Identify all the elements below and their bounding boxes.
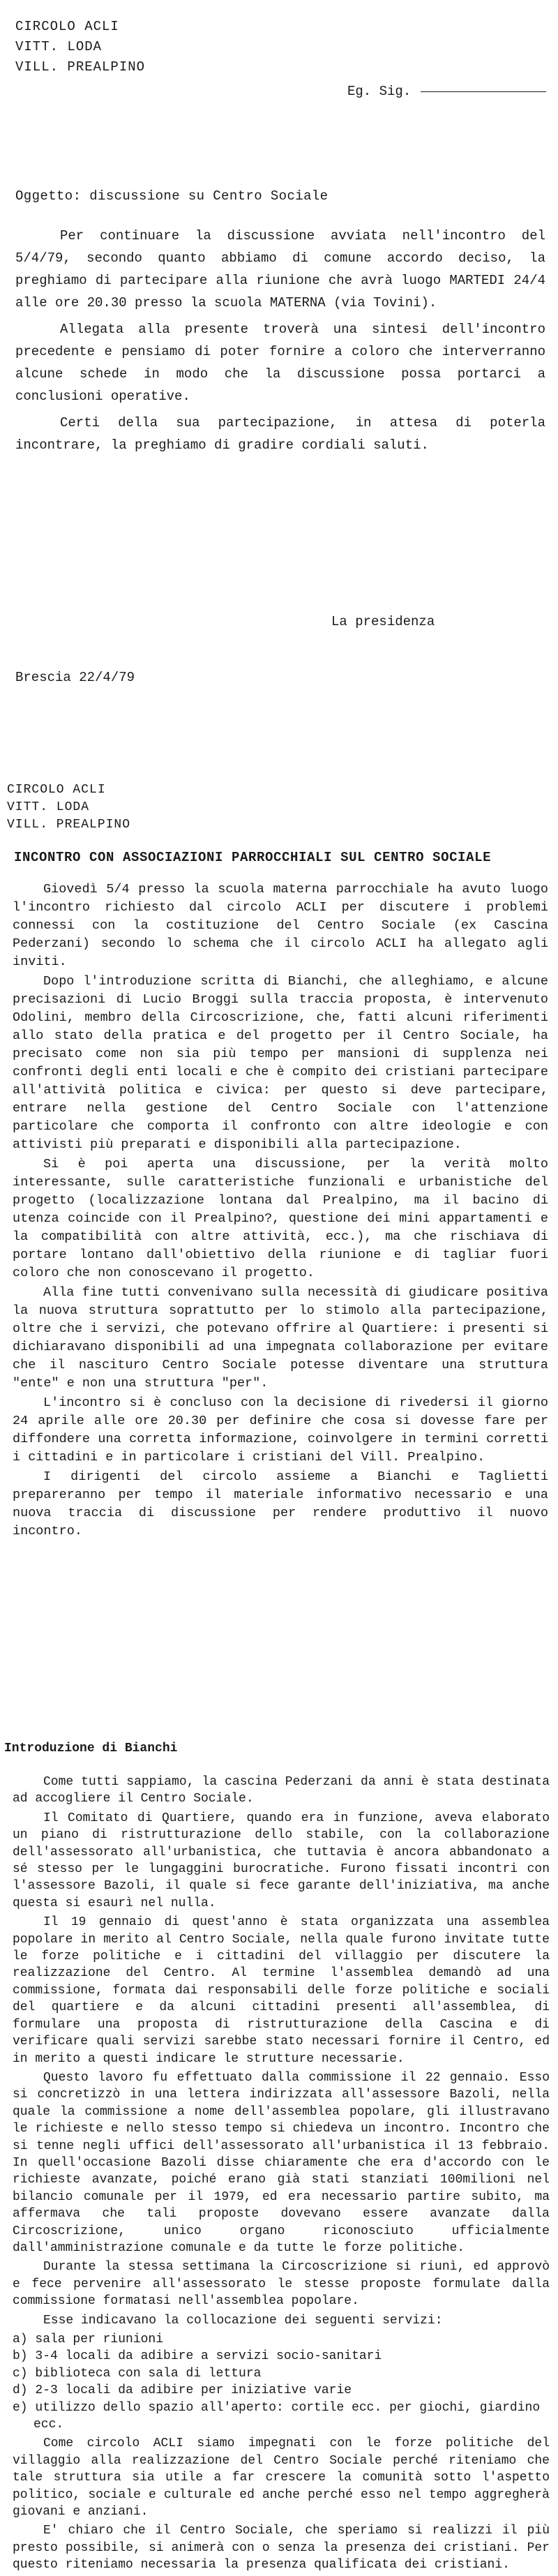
invitation-letter (0, 0, 558, 774)
letterhead (15, 17, 145, 77)
letterhead-line: VITT. LODA (15, 39, 103, 54)
report-title: INCONTRO CON ASSOCIAZIONI PARROCCHIALI SUL CENTRO SOCIALE (14, 850, 492, 865)
letterhead-line: VILL. PREALPINO (7, 818, 131, 832)
intro-paragraph: Durante la stessa settimana la Circoscrizione si riunì, ed approvò e fece pervenire all'assessorato le stesse proposte formulate dalla commissione formatasi nell'assemblea popolare. (13, 2260, 550, 2309)
report-body (13, 881, 548, 1542)
letter-date: Brescia 22/4/79 (15, 670, 135, 685)
letter-signature: La presidenza (331, 614, 435, 629)
letterhead-line: CIRCOLO ACLI (7, 783, 106, 797)
services-list (13, 2331, 550, 2433)
intro-paragraph: Come circolo ACLI siamo impegnati con le forze politiche del villaggio alla realizzazione del Centro Sociale perché riteniamo che tale struttura sia utile a far crescere la comunità sotto l'aspetto politico, sociale e culturale ed anche perché esso nel tempo aggregherà giovani e anziani. (13, 2436, 550, 2519)
intro-title: Introduzione di Bianchi (4, 1742, 178, 1755)
letter-paragraph: Per continuare la discussione avviata nell'incontro del 5/4/79, secondo quanto abbiamo di comune accordo deciso, la preghiamo di partecipare alla riunione che avrà luogo MARTEDI 24/4 alle ore 20.30 presso la scuola MATERNA (via Tovini). (15, 228, 545, 310)
report-paragraph: Giovedì 5/4 presso la scuola materna parrocchiale ha avuto luogo l'incontro richiesto dal circolo ACLI per discutere i problemi connessi con la costituzione del Centro Sociale (ex Cascina Pederzani) secondo lo schema che il circolo ACLI ha allegato agli inviti. (13, 882, 548, 969)
intro-body (13, 1774, 550, 2576)
intro-paragraph: Esse indicavano la collocazione dei seguenti servizi: (43, 2313, 443, 2328)
letter-paragraph: Allegata alla presente troverà una sintesi dell'incontro precedente e pensiamo di poter fornire a coloro che interverranno alcune schede in modo che la discussione possa portarci a conclusioni operative. (15, 322, 545, 404)
report-paragraph: Si è poi aperta una discussione, per la verità molto interessante, sulle caratteristiche funzionali e urbanistiche del progetto (localizzazione lontana dal Prealpino, ma il bacino di utenza coincide con il Prealpino?, questione dei mini appartamenti e la compatibilità con altre attività, ecc.), ma che rischiava di portare lontano dall'obiettivo della riunione e di tagliar fuori coloro che non conoscevano il progetto. (13, 1157, 548, 1280)
intro-paragraph: Il Comitato di Quartiere, quando era in funzione, aveva elaborato un piano di ristrutturazione dello stabile, con la collaborazione dell'assessorato all'urbanistica, che tuttavia è ancora abbandonato a sé stesso per le lungaggini burocratiche. Furono fissati incontri con l'assessore Bazoli, il quale si fece garante dell'iniziativa, ma anche questa si esaurì nel nulla. (13, 1811, 550, 1910)
recipient-field (347, 84, 546, 99)
letterhead (7, 781, 130, 834)
intro-paragraph: Questo lavoro fu effettuato dalla commissione il 22 gennaio. Esso si concretizzò in una lettera indirizzata all'assessore Bazoli, nella quale la commissione a nome dell'assemblea popolare, gli illustravano le richieste e nello stesso tempo si chiedeva un incontro. Incontro che si tenne negli uffici dell'assessorato all'urbanistica il 13 febbraio. In quell'occasione Bazoli disse chiaramente che era d'accordo con le richieste avanzate, poiché erano già stati stanziati 100milioni nel bilancio comunale per il 1979, ed era necessario partire subito, ma affermava che tali proposte dovevano essere avanzate dalla Circoscrizione, unico organo riconosciuto ufficialmente dall'amministrazione comunale e da tutte le forze politiche. (13, 2070, 550, 2255)
list-item: d) 2-3 locali da adibire per iniziative varie (13, 2383, 352, 2398)
intro-paragraph: Come tutti sappiamo, la cascina Pederzani da anni è stata destinata ad accogliere il Centro Sociale. (13, 1775, 550, 1806)
letterhead-line: CIRCOLO ACLI (15, 19, 119, 34)
letter-subject: Oggetto: discussione su Centro Sociale (15, 188, 329, 204)
list-item: a) sala per riunioni (13, 2332, 164, 2346)
intro-paragraph: Il 19 gennaio di quest'anno è stata organizzata una assemblea popolare in merito al Centro Sociale, nella quale furono invitate tutte le forze politiche e i cittadini del villaggio per discutere la realizzazione del Centro. Al termine l'assemblea demandò ad una commissione, formata dai responsabili delle forze politiche e sociali del quartiere e da alcuni cittadini presenti all'assemblea, di formulare una proposta di ristrutturazione della Cascina e di verificare quali servizi sarebbe stato necessari fornire il Centro, ed in merito a questi indicare le strutture necessarie. (13, 1915, 550, 2066)
recipient-label: Eg. Sig. (347, 84, 412, 99)
list-item: b) 3-4 locali da adibire a servizi socio-sanitari (13, 2349, 382, 2364)
list-item: e) utilizzo dello spazio all'aperto: cortile ecc. per giochi, giardino ecc. (13, 2400, 541, 2432)
report-paragraph: L'incontro si è concluso con la decisione di rivedersi il giorno 24 aprile alle ore 20.30 per definire che cosa si dovesse fare per diffondere una corretta informazione, coinvolgere in termini corretti i cittadini e in particolare i cristiani del Vill. Prealpino. (13, 1395, 548, 1465)
letter-paragraph: Certi della sua partecipazione, in attesa di poterla incontrare, la preghiamo di gradire cordiali saluti. (15, 415, 545, 453)
recipient-blank-line (421, 91, 546, 92)
intro-paragraph: E' chiaro che il Centro Sociale, che speriamo si realizzi il più presto possibile, si animerà con o senza la presenza dei cristiani. Per questo riteniamo necessaria la presenza qualificata dei cristiani. (13, 2524, 550, 2573)
list-item: c) biblioteca con sala di lettura (13, 2366, 262, 2381)
report-paragraph: I dirigenti del circolo assieme a Bianchi e Taglietti prepareranno per tempo il materiale informativo necessario e una nuova traccia di discussione per rendere produttivo il nuovo incontro. (13, 1469, 548, 1538)
letterhead-line: VITT. LODA (7, 800, 90, 814)
report-paragraph: Dopo l'introduzione scritta di Bianchi, che alleghiamo, e alcune precisazioni di Lucio Broggi sulla traccia proposta, è intervenuto Odolini, membro della Circoscrizione, che, fatti alcuni riferimenti allo stato della pratica e del progetto per il Centro Sociale, ha precisato come non sia più tempo per mansioni di supplenza nei confronti degli enti locali e che è compito dei cristiani partecipare all'attività politica e civica: per questo si deve partecipare, entrare nella gestione del Centro Sociale con l'attenzione particolare che comporta il confronto con altre ideologie e con attivisti più preparati e disponibili alla partecipazione. (13, 974, 548, 1152)
bianchi-introduction (0, 1735, 558, 2573)
letter-body (15, 225, 545, 460)
report-paragraph: Alla fine tutti convenivano sulla necessità di giudicare positiva la nuova struttura soprattutto per lo stimolo alla partecipazione, oltre che i servizi, che potevano offrire al Quartiere: i presenti si dichiaravano disponibili ad una impegnata collaborazione per evitare che il nascituro Centro Sociale potesse diventare una struttura "ente" e non una struttura "per". (13, 1285, 548, 1391)
meeting-report (0, 767, 558, 1716)
letterhead-line: VILL. PREALPINO (15, 59, 146, 75)
